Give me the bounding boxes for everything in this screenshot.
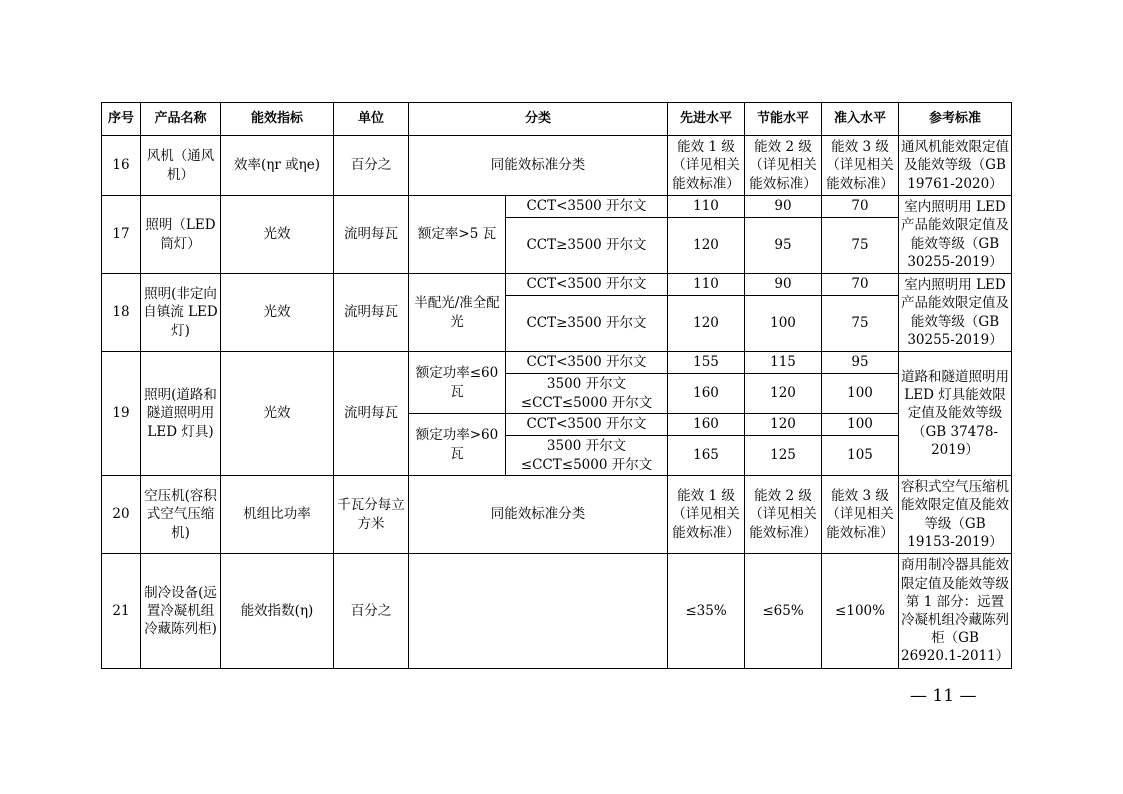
product-cell: 照明(非定向自镇流 LED 灯) (141, 274, 221, 352)
table-row (102, 352, 1012, 374)
seq-cell: 20 (102, 476, 141, 554)
product-cell: 风机（通风机） (141, 136, 221, 196)
entry-cell: 能效 3 级（详见相关能效标准） (822, 476, 899, 554)
saving-cell: 120 (745, 414, 822, 436)
category-cell: 同能效标准分类 (409, 476, 668, 554)
header-advanced: 先进水平 (668, 103, 745, 136)
advanced-cell: 155 (668, 352, 745, 374)
header-row (102, 103, 1012, 136)
saving-cell: 125 (745, 436, 822, 476)
advanced-cell: 110 (668, 196, 745, 218)
seq-cell: 16 (102, 136, 141, 196)
product-cell: 制冷设备(远置冷凝机组冷藏陈列柜) (141, 554, 221, 669)
advanced-cell: ≤35% (668, 554, 745, 669)
reference-cell: 道路和隧道照明用 LED 灯具能效限定值及能效等级（GB 37478-2019） (899, 352, 1012, 476)
category-cell: 额定率>5 瓦 (409, 196, 506, 274)
seq-cell: 18 (102, 274, 141, 352)
reference-cell: 室内照明用 LED 产品能效限定值及能效等级（GB 30255-2019） (899, 196, 1012, 274)
advanced-cell: 120 (668, 296, 745, 352)
saving-cell: 100 (745, 296, 822, 352)
entry-cell: 70 (822, 274, 899, 296)
advanced-cell: 120 (668, 218, 745, 274)
seq-cell: 19 (102, 352, 141, 476)
entry-cell: 能效 3 级（详见相关能效标准） (822, 136, 899, 196)
advanced-cell: 110 (668, 274, 745, 296)
header-reference: 参考标准 (899, 103, 1012, 136)
cct-cell: CCT<3500 开尔文 (506, 414, 668, 436)
saving-cell: 能效 2 级（详见相关能效标准） (745, 476, 822, 554)
product-cell: 照明（LED 筒灯） (141, 196, 221, 274)
cct-cell: CCT<3500 开尔文 (506, 352, 668, 374)
saving-cell: 90 (745, 196, 822, 218)
saving-cell: 115 (745, 352, 822, 374)
unit-cell: 流明每瓦 (334, 196, 409, 274)
entry-cell: 100 (822, 414, 899, 436)
seq-cell: 21 (102, 554, 141, 669)
table-row (102, 136, 1012, 196)
entry-cell: ≤100% (822, 554, 899, 669)
entry-cell: 75 (822, 296, 899, 352)
cct-cell: 3500 开尔文≤CCT≤5000 开尔文 (506, 436, 668, 476)
energy-efficiency-table (101, 102, 1012, 669)
header-unit: 单位 (334, 103, 409, 136)
cct-cell: CCT≥3500 开尔文 (506, 218, 668, 274)
cct-cell: CCT<3500 开尔文 (506, 196, 668, 218)
seq-cell: 17 (102, 196, 141, 274)
reference-cell: 室内照明用 LED 产品能效限定值及能效等级（GB 30255-2019） (899, 274, 1012, 352)
saving-cell: ≤65% (745, 554, 822, 669)
saving-cell: 能效 2 级（详见相关能效标准） (745, 136, 822, 196)
advanced-cell: 能效 1 级（详见相关能效标准） (668, 136, 745, 196)
saving-cell: 95 (745, 218, 822, 274)
advanced-cell: 能效 1 级（详见相关能效标准） (668, 476, 745, 554)
indicator-cell: 光效 (221, 274, 334, 352)
category-cell (409, 554, 668, 669)
category-cell: 额定功率>60 瓦 (409, 414, 506, 476)
header-product: 产品名称 (141, 103, 221, 136)
entry-cell: 95 (822, 352, 899, 374)
table-row (102, 476, 1012, 554)
table-row (102, 196, 1012, 218)
unit-cell: 百分之 (334, 136, 409, 196)
indicator-cell: 光效 (221, 352, 334, 476)
cct-cell: 3500 开尔文≤CCT≤5000 开尔文 (506, 374, 668, 414)
page-number: — 11 — (910, 686, 977, 706)
entry-cell: 70 (822, 196, 899, 218)
cct-cell: CCT<3500 开尔文 (506, 274, 668, 296)
table-row (102, 274, 1012, 296)
indicator-cell: 效率(ηr 或ηe) (221, 136, 334, 196)
indicator-cell: 光效 (221, 196, 334, 274)
cct-cell: CCT≥3500 开尔文 (506, 296, 668, 352)
entry-cell: 100 (822, 374, 899, 414)
category-cell: 同能效标准分类 (409, 136, 668, 196)
unit-cell: 千瓦分每立方米 (334, 476, 409, 554)
header-entry: 准入水平 (822, 103, 899, 136)
product-cell: 空压机(容积式空气压缩机) (141, 476, 221, 554)
reference-cell: 容积式空气压缩机能效限定值及能效等级（GB 19153-2019） (899, 476, 1012, 554)
reference-cell: 商用制冷器具能效限定值及能效等级第 1 部分：远置冷凝机组冷藏陈列柜（GB 26920.1-2011） (899, 554, 1012, 669)
category-cell: 半配光/准全配光 (409, 274, 506, 352)
header-saving: 节能水平 (745, 103, 822, 136)
advanced-cell: 160 (668, 414, 745, 436)
entry-cell: 105 (822, 436, 899, 476)
unit-cell: 流明每瓦 (334, 274, 409, 352)
unit-cell: 百分之 (334, 554, 409, 669)
unit-cell: 流明每瓦 (334, 352, 409, 476)
reference-cell: 通风机能效限定值及能效等级（GB 19761-2020） (899, 136, 1012, 196)
advanced-cell: 160 (668, 374, 745, 414)
table-row (102, 554, 1012, 669)
saving-cell: 90 (745, 274, 822, 296)
advanced-cell: 165 (668, 436, 745, 476)
indicator-cell: 能效指数(η) (221, 554, 334, 669)
header-category: 分类 (409, 103, 668, 136)
product-cell: 照明(道路和隧道照明用 LED 灯具) (141, 352, 221, 476)
category-cell: 额定功率≤60 瓦 (409, 352, 506, 414)
header-seq: 序号 (102, 103, 141, 136)
header-indicator: 能效指标 (221, 103, 334, 136)
indicator-cell: 机组比功率 (221, 476, 334, 554)
saving-cell: 120 (745, 374, 822, 414)
entry-cell: 75 (822, 218, 899, 274)
